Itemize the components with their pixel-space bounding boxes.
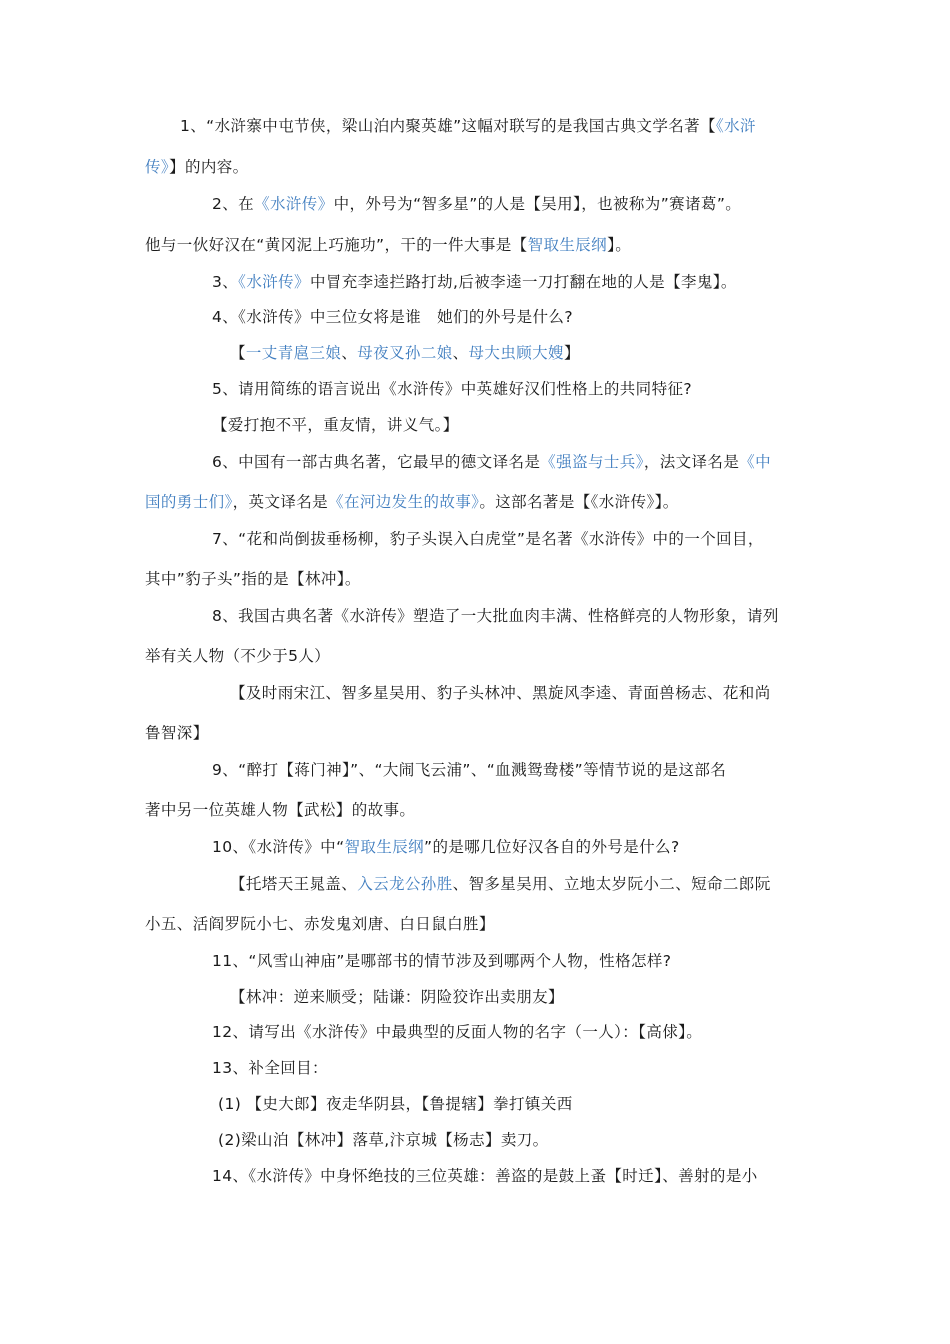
text-span: 9、“醉打【蒋门神】”、“大闹飞云浦”、“血溅鸳鸯楼”等情节说的是这部名 xyxy=(212,761,727,779)
text-span: 1、“水浒寨中屯节侠，梁山泊内聚英雄”这幅对联写的是我国古典文学名著【 xyxy=(180,117,716,135)
text-span: 【托塔天王晁盖、 xyxy=(230,875,358,893)
text-span: 【 xyxy=(230,344,246,362)
linked-text[interactable]: 《中 xyxy=(739,453,772,471)
text-span: 14、《水浒传》中身怀绝技的三位英雄：善盗的是鼓上蚤【时迁】、善射的是小 xyxy=(212,1167,758,1185)
text-span: ，英文译名是 xyxy=(232,493,329,511)
text-line xyxy=(212,529,764,549)
text-span: ”的是哪几位好汉各自的外号是什么? xyxy=(424,838,680,856)
linked-text[interactable]: 母夜叉孙二娘 xyxy=(357,344,453,362)
text-line xyxy=(212,1022,702,1042)
text-span: 中冒充李逵拦路打劫,后被李逵一刀打翻在地的人是【李鬼】。 xyxy=(309,273,737,291)
text-span: 、 xyxy=(452,344,469,362)
text-line xyxy=(230,683,771,703)
text-line xyxy=(212,194,741,214)
text-line xyxy=(218,1094,573,1114)
linked-text[interactable]: 《水浒传》 xyxy=(238,273,310,291)
text-line xyxy=(212,452,771,472)
linked-text[interactable]: 智取生辰纲 xyxy=(527,236,608,254)
text-line xyxy=(212,837,680,857)
text-span: 小五、活阎罗阮小七、赤发鬼刘唐、白日鼠白胜】 xyxy=(145,915,495,933)
text-line xyxy=(230,343,580,363)
text-span: 【爱打抱不平，重友情，讲义气。】 xyxy=(212,416,459,434)
text-line xyxy=(145,492,679,512)
text-span: 【及时雨宋江、智多星吴用、豹子头林冲、黑旋风李逵、青面兽杨志、花和尚 xyxy=(230,684,771,702)
text-line xyxy=(212,379,692,399)
text-line xyxy=(230,874,771,894)
text-span: 【林冲：逆来顺受；陆谦：阴险狡诈出卖朋友】 xyxy=(230,988,564,1006)
text-span: 】的内容。 xyxy=(169,158,249,176)
text-span: 其中”豹子头”指的是【林冲】。 xyxy=(145,570,361,588)
text-span: 举有关人物（不少于5人） xyxy=(145,647,331,665)
text-line xyxy=(230,987,564,1007)
text-line xyxy=(145,723,209,743)
linked-text[interactable]: 入云龙公孙胜 xyxy=(357,875,453,893)
linked-text[interactable]: 智取生辰纲 xyxy=(344,838,425,856)
text-line xyxy=(145,800,415,820)
text-span: 6、中国有一部古典名著，它最早的德文译名是 xyxy=(212,453,541,471)
text-line xyxy=(212,272,737,292)
text-span: 2、在 xyxy=(212,195,255,213)
text-line xyxy=(218,1130,549,1150)
text-line xyxy=(180,116,756,136)
text-line xyxy=(212,951,671,971)
text-span: 11、“风雪山神庙”是哪部书的情节涉及到哪两个人物，性格怎样? xyxy=(212,952,672,970)
text-line xyxy=(212,1058,328,1078)
text-line xyxy=(145,569,361,589)
text-line xyxy=(145,914,495,934)
linked-text[interactable]: 国的勇士们》 xyxy=(145,493,233,511)
text-span: 、 xyxy=(341,344,358,362)
linked-text[interactable]: 母大虫顾大嫂 xyxy=(468,344,564,362)
text-span: 。这部名著是【《水浒传》】。 xyxy=(479,493,679,511)
text-line xyxy=(212,606,779,626)
text-span: 著中另一位英雄人物【武松】的故事。 xyxy=(145,801,416,819)
text-span: 3、 xyxy=(212,273,239,291)
text-span: (2)梁山泊【林冲】落草,汴京城【杨志】卖刀。 xyxy=(218,1131,549,1149)
linked-text[interactable]: 《在河边发生的故事》 xyxy=(328,493,480,511)
linked-text[interactable]: 一丈青扈三娘 xyxy=(245,344,342,362)
text-span: 鲁智深】 xyxy=(145,724,209,742)
text-span: 10、《水浒传》中“ xyxy=(212,838,345,856)
text-line xyxy=(145,235,631,255)
text-span: 】 xyxy=(563,344,580,362)
text-line xyxy=(212,307,573,327)
linked-text[interactable]: 《强盗与士兵》 xyxy=(540,453,644,471)
text-span: 4、《水浒传》中三位女将是谁 她们的外号是什么? xyxy=(212,308,573,326)
text-line xyxy=(212,415,459,435)
linked-text[interactable]: 传》 xyxy=(145,158,170,176)
text-span: 8、我国古典名著《水浒传》塑造了一大批血肉丰满、性格鲜亮的人物形象，请列 xyxy=(212,607,779,625)
text-span: 12、请写出《水浒传》中最典型的反面人物的名字（一人）：【高俅】。 xyxy=(212,1023,703,1041)
text-line xyxy=(145,646,330,666)
text-line xyxy=(212,1166,758,1186)
text-line xyxy=(212,760,726,780)
linked-text[interactable]: 《水浒传》 xyxy=(254,195,334,213)
linked-text[interactable]: 《水浒 xyxy=(715,117,756,135)
text-span: 中，外号为“智多星”的人是【吴用】，也被称为”赛诸葛”。 xyxy=(333,195,742,213)
text-span: (1) 【史大郎】夜走华阴县，【鲁提辖】拳打镇关西 xyxy=(218,1095,573,1113)
text-line xyxy=(145,157,249,177)
text-span: 7、“花和尚倒拔垂杨柳，豹子头误入白虎堂”是名著《水浒传》中的一个回目， xyxy=(212,530,764,548)
text-span: 5、请用简练的语言说出《水浒传》中英雄好汉们性格上的共同特征? xyxy=(212,380,692,398)
text-span: 他与一伙好汉在“黄冈泥上巧施功”，干的一件大事是【 xyxy=(145,236,528,254)
text-span: 13、补全回目： xyxy=(212,1059,328,1077)
text-span: ，法文译名是 xyxy=(643,453,740,471)
text-span: 】。 xyxy=(607,236,632,254)
text-span: 、智多星吴用、立地太岁阮小二、短命二郎阮 xyxy=(452,875,771,893)
